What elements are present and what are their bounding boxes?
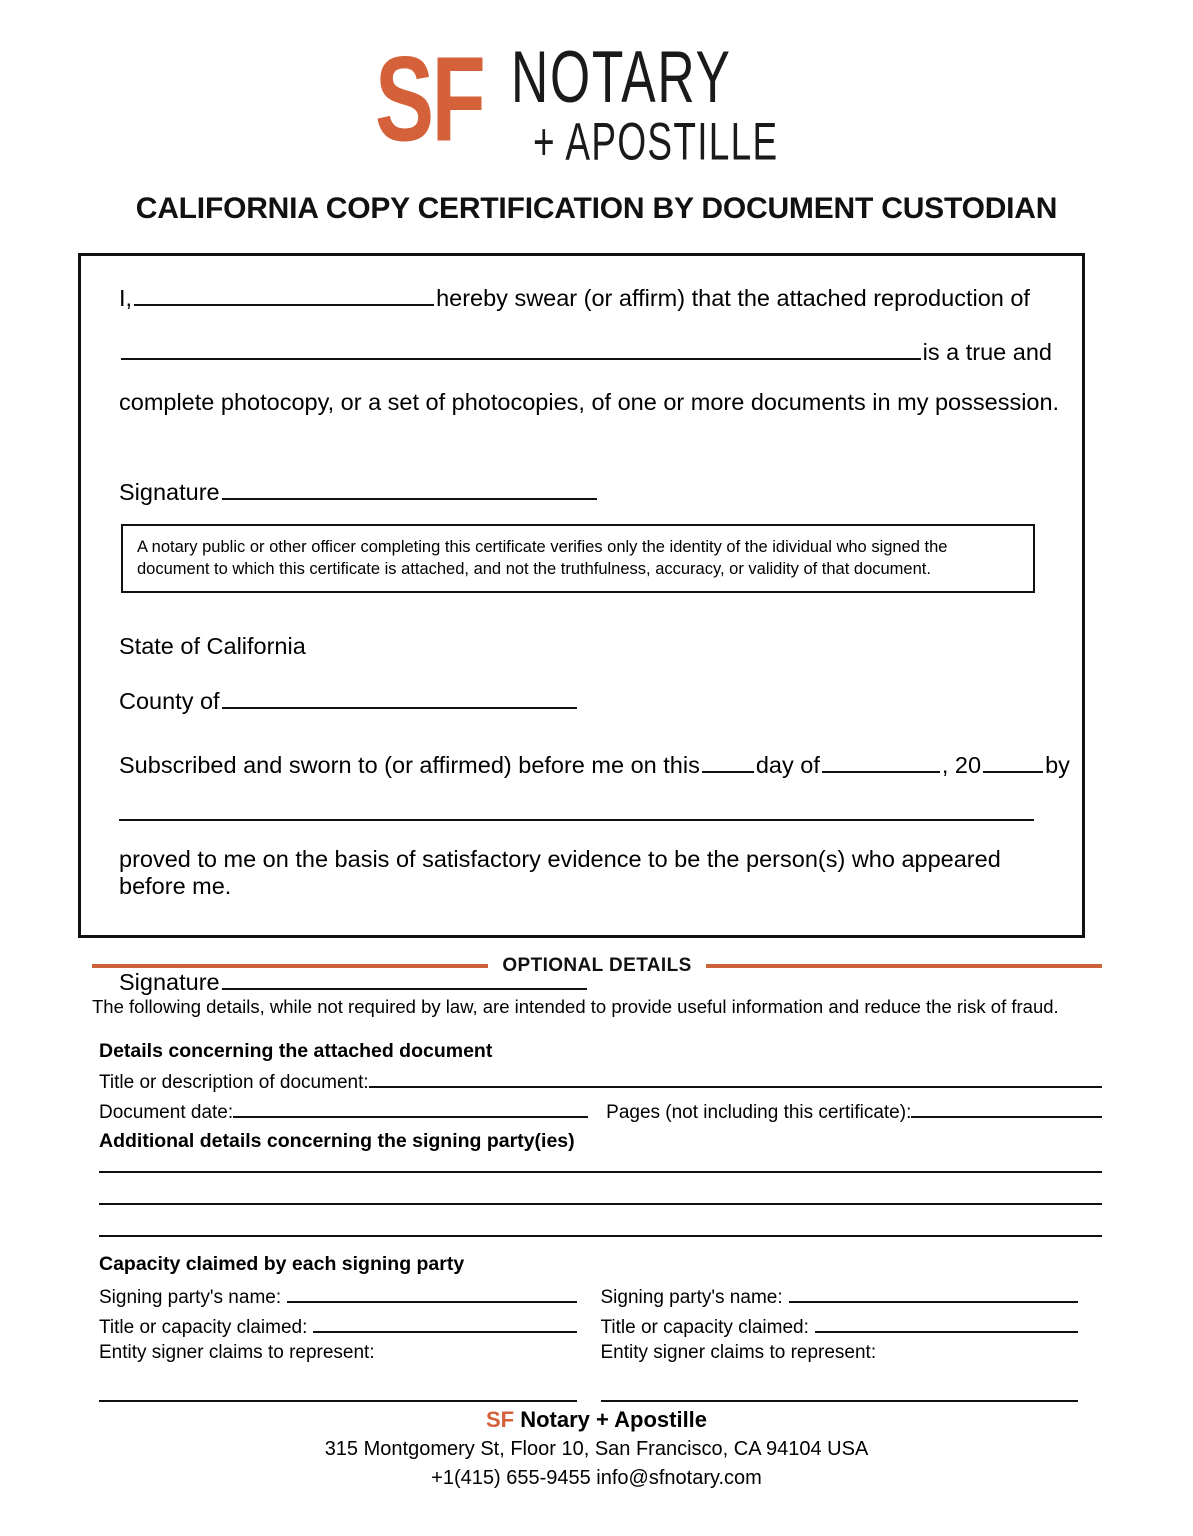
notary-disclaimer-text: A notary public or other officer completing this certificate verifies only the identity of the idividual who signed the document to which this certificate is attached, and not the truthfulness, accuracy, or validity of that document. <box>137 537 948 578</box>
pages-blank[interactable] <box>911 1097 1102 1118</box>
col2-capacity-row <box>601 1312 1079 1339</box>
divider-rule-right <box>706 964 1102 968</box>
col1-name-blank[interactable] <box>287 1282 576 1303</box>
county-label: County of <box>119 688 220 715</box>
additional-details-line-3[interactable] <box>99 1235 1102 1237</box>
certificate-line-3 <box>119 389 1060 416</box>
page-footer <box>0 1404 1193 1492</box>
col2-name-row <box>601 1282 1079 1309</box>
footer-brand-rest: Notary + Apostille <box>514 1407 708 1432</box>
col2-capacity-label: Title or capacity claimed: <box>600 1317 809 1338</box>
col1-name-label: Signing party's name: <box>99 1287 282 1308</box>
custodian-signature-blank[interactable] <box>222 474 597 500</box>
capacity-column-2 <box>601 1282 1103 1402</box>
optional-details-intro: The following details, while not required by law, are intended to provide useful information and reduce the risk of fraud. <box>92 996 1059 1017</box>
document-title-label: Title or description of document: <box>99 1072 369 1093</box>
col1-entity-label: Entity signer claims to represent: <box>99 1342 375 1363</box>
proved-line: proved to me on the basis of satisfactory evidence to be the person(s) who appeared before me. <box>119 845 1001 899</box>
pages-label: Pages (not including this certificate): <box>606 1102 912 1123</box>
document-date-row <box>99 1097 1102 1124</box>
line1-suffix-text: hereby swear (or affirm) that the attached reproduction of <box>436 284 1030 311</box>
sworn-suffix-text: by <box>1045 751 1070 778</box>
footer-address: 315 Montgomery St, Floor 10, San Francisco, CA 94104 USA <box>324 1438 869 1461</box>
col2-entity-blank[interactable] <box>601 1400 1079 1402</box>
line1-prefix-text: I, <box>119 284 133 311</box>
additional-details-heading: Additional details concerning the signing party(ies) <box>99 1130 575 1152</box>
optional-details-divider <box>92 955 1102 977</box>
divider-rule-left <box>92 964 488 968</box>
line3-text: complete photocopy, or a set of photocopies, of one or more documents in my possession. <box>119 389 1060 416</box>
logo-notary-text: NOTARY <box>510 36 732 118</box>
sf-notary-apostille-logo <box>374 30 818 172</box>
logo-wordmark <box>510 36 818 172</box>
county-row <box>119 684 1052 716</box>
line2-suffix-text: is a true and <box>922 339 1052 366</box>
capacity-heading: Capacity claimed by each signing party <box>99 1253 465 1275</box>
col1-capacity-row <box>99 1312 577 1339</box>
signer-name-rule[interactable] <box>119 819 1034 821</box>
col2-entity-row <box>601 1342 1079 1364</box>
col2-name-label: Signing party's name: <box>600 1287 783 1308</box>
col2-name-blank[interactable] <box>789 1282 1078 1303</box>
certificate-line-1 <box>119 280 1052 312</box>
document-date-label: Document date: <box>99 1102 234 1123</box>
col1-entity-row <box>99 1342 577 1364</box>
document-description-blank[interactable] <box>121 335 921 361</box>
custodian-name-blank[interactable] <box>134 280 434 306</box>
col1-capacity-label: Title or capacity claimed: <box>99 1317 308 1338</box>
col2-entity-label: Entity signer claims to represent: <box>600 1342 877 1363</box>
sworn-day-text: day of <box>755 751 820 778</box>
certificate-line-2 <box>119 335 1052 367</box>
logo-apostille-text: + APOSTILLE <box>532 113 779 172</box>
notary-disclaimer-box <box>121 524 1035 593</box>
sworn-year-prefix-text: , 20 <box>941 751 982 778</box>
county-blank[interactable] <box>222 684 577 710</box>
footer-brand <box>0 1404 1193 1435</box>
optional-details-section <box>92 996 1102 1402</box>
document-title-row <box>99 1067 1102 1094</box>
additional-details-line-2[interactable] <box>99 1203 1102 1205</box>
page-title: CALIFORNIA COPY CERTIFICATION BY DOCUMENT CUSTODIAN <box>135 192 1058 225</box>
capacity-columns <box>99 1282 1102 1402</box>
custodian-signature-row <box>119 474 1052 506</box>
notary-signature-label: Signature <box>119 969 220 996</box>
col1-capacity-blank[interactable] <box>313 1312 576 1333</box>
logo-sf-mark: SF <box>374 30 484 167</box>
col2-capacity-blank[interactable] <box>815 1312 1078 1333</box>
year-blank[interactable] <box>983 747 1043 773</box>
attached-document-heading: Details concerning the attached document <box>99 1040 493 1062</box>
day-blank[interactable] <box>702 747 754 773</box>
col1-name-row <box>99 1282 577 1309</box>
footer-contact: +1(415) 655-9455 info@sfnotary.com <box>431 1466 762 1489</box>
sworn-statement-row <box>119 747 1070 779</box>
custodian-signature-label: Signature <box>119 478 220 505</box>
sworn-prefix-text: Subscribed and sworn to (or affirmed) before me on this <box>119 751 700 778</box>
col1-entity-blank[interactable] <box>99 1400 577 1402</box>
logo-header <box>0 0 1193 172</box>
footer-brand-sf: SF <box>485 1407 515 1432</box>
additional-details-line-1[interactable] <box>99 1171 1102 1173</box>
optional-details-label: OPTIONAL DETAILS <box>502 955 692 976</box>
capacity-column-1 <box>99 1282 601 1402</box>
document-date-blank[interactable] <box>233 1097 588 1118</box>
month-blank[interactable] <box>822 747 940 773</box>
state-line: State of California <box>119 632 306 659</box>
document-title-blank[interactable] <box>369 1067 1102 1088</box>
